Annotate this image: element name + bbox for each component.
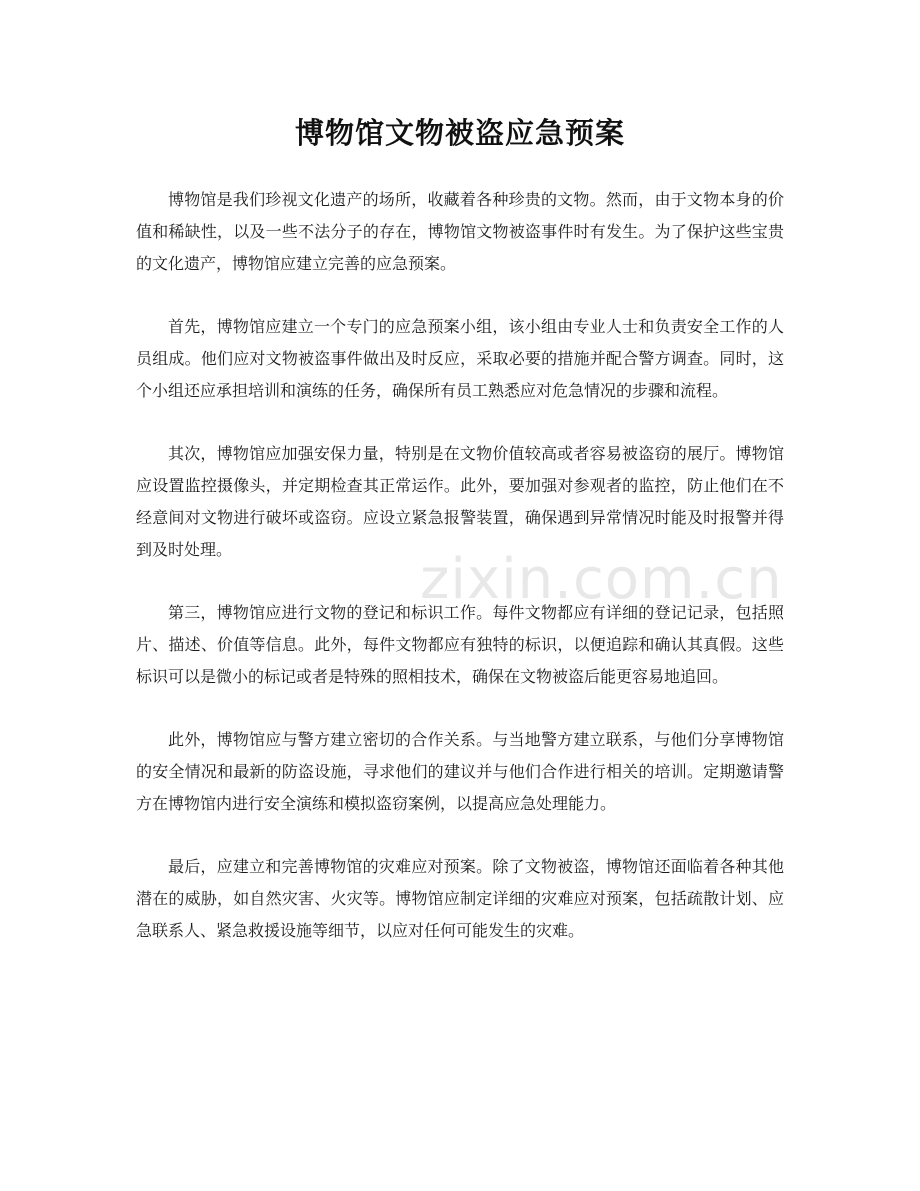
paragraph-registration: 第三，博物馆应进行文物的登记和标识工作。每件文物都应有详细的登记记录，包括照片、描述、价值等信息。此外，每件文物都应有独特的标识，以便追踪和确认其真假。这些标识可以是微小的标记或者是特殊的照相技术，确保在文物被盗后能更容易地追回。: [136, 603, 784, 686]
watermark-logo: zixin.com.cn: [420, 547, 783, 612]
document-body: [136, 184, 784, 978]
paragraph-intro: 博物馆是我们珍视文化遗产的场所，收藏着各种珍贵的文物。然而，由于文物本身的价值和稀缺性，以及一些不法分子的存在，博物馆文物被盗事件时有发生。为了保护这些宝贵的文化遗产，博物馆应建立完善的应急预案。: [136, 190, 784, 273]
paragraph-disaster-plan: 最后，应建立和完善博物馆的灾难应对预案。除了文物被盗，博物馆还面临着各种其他潜在的威胁，如自然灾害、火灾等。博物馆应制定详细的灾难应对预案，包括疏散计划、应急联系人、紧急救援设施等细节，以应对任何可能发生的灾难。: [136, 857, 784, 940]
paragraph-security-force: 其次，博物馆应加强安保力量，特别是在文物价值较高或者容易被盗窃的展厅。博物馆应设置监控摄像头，并定期检查其正常运作。此外，要加强对参观者的监控，防止他们在不经意间对文物进行破坏或盗窃。应设立紧急报警装置，确保遇到异常情况时能及时报警并得到及时处理。: [136, 444, 784, 559]
paragraph-police-cooperation: 此外，博物馆应与警方建立密切的合作关系。与当地警方建立联系，与他们分享博物馆的安全情况和最新的防盗设施，寻求他们的建议并与他们合作进行相关的培训。定期邀请警方在博物馆内进行安全演练和模拟盗窃案例，以提高应急处理能力。: [136, 730, 784, 813]
document-title: 博物馆文物被盗应急预案: [294, 116, 625, 150]
paragraph-emergency-team: 首先，博物馆应建立一个专门的应急预案小组，该小组由专业人士和负责安全工作的人员组成。他们应对文物被盗事件做出及时反应，采取必要的措施并配合警方调查。同时，这个小组还应承担培训和演练的任务，确保所有员工熟悉应对危急情况的步骤和流程。: [136, 317, 784, 400]
